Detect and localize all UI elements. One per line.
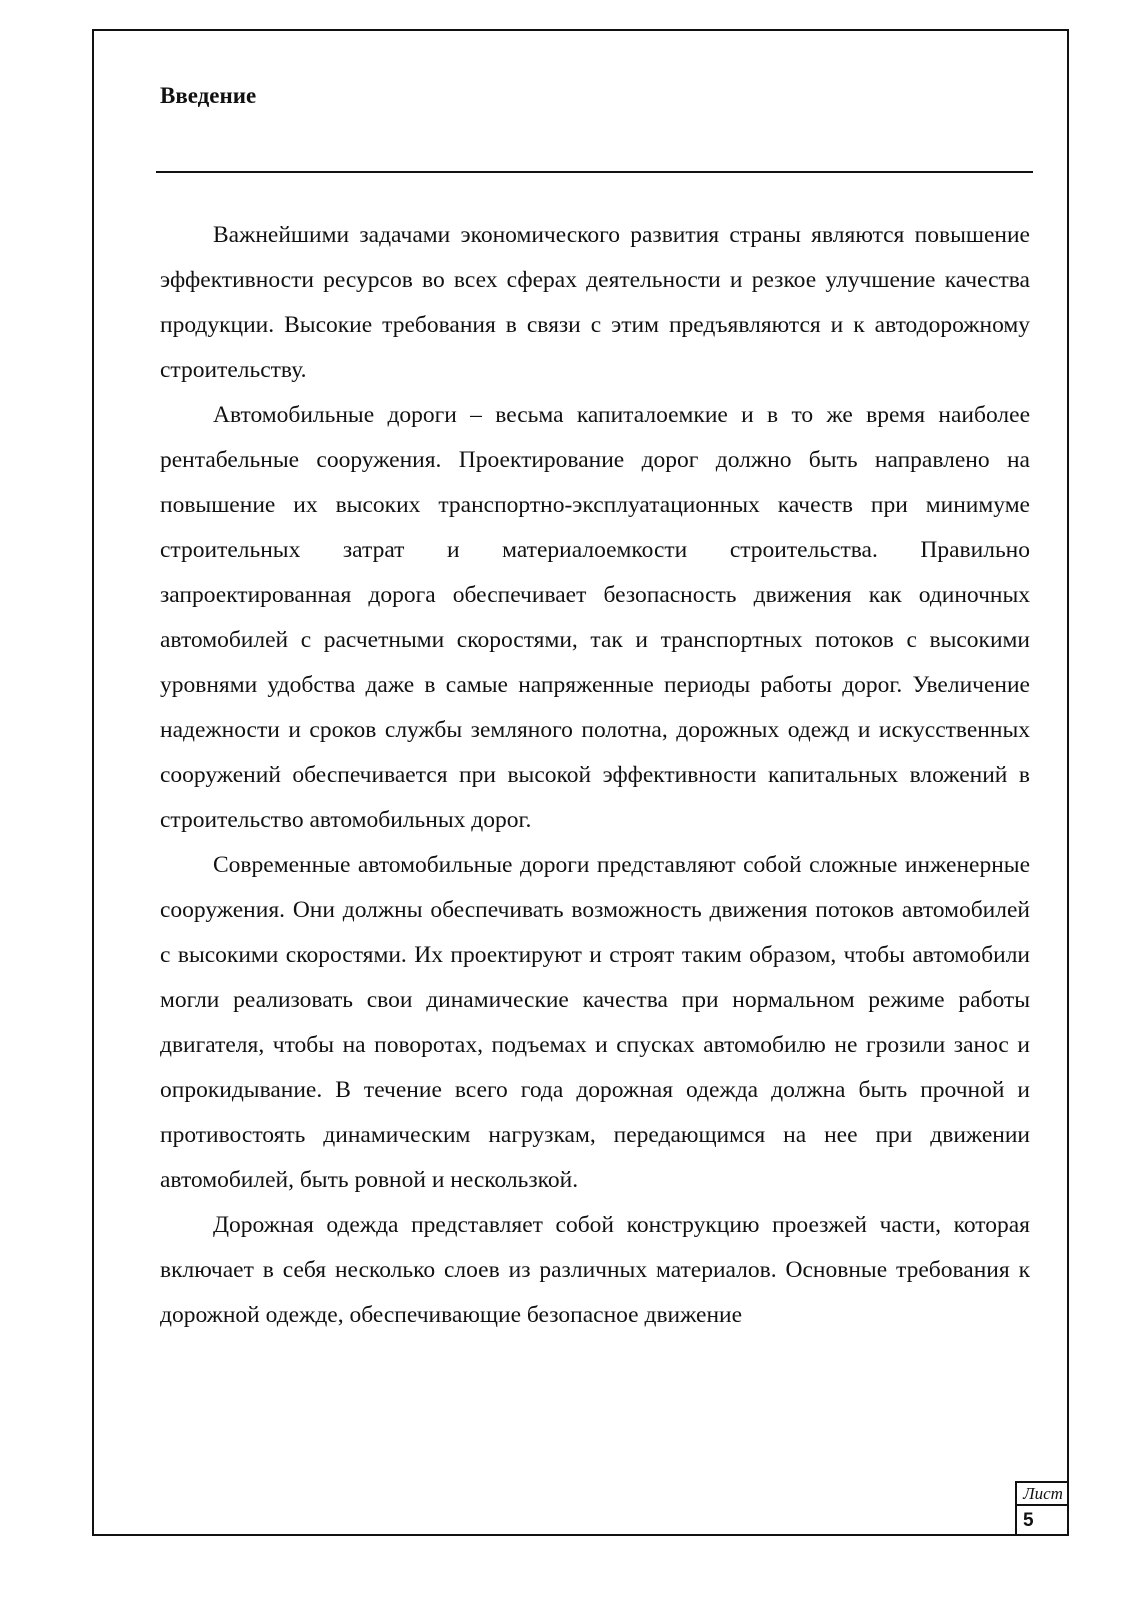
body-text (160, 213, 1030, 1338)
paragraph-1: Важнейшими задачами экономического развития страны являются повышение эффективности ресурсов во всех сферах деятельности и резкое улучшение качества продукции. Высокие требования в связи с этим предъявляются и к автодорожному строительству. (160, 222, 1030, 383)
sheet-stamp (1015, 1481, 1069, 1536)
title-divider (156, 171, 1033, 173)
paragraph-2: Автомобильные дороги – весьма капиталоемкие и в то же время наиболее рентабельные сооружения. Проектирование дорог должно быть направлено на повышение их высоких транспортно-эксплуатационных качеств при минимуме строительных затрат и материалоемкости строительства. Правильно запроектированная дорога обеспечивает безопасность движения как одиночных автомобилей с расчетными скоростями, так и транспортных потоков с высокими уровнями удобства даже в самые напряженные периоды работы дорог. Увеличение надежности и сроков службы земляного полотна, дорожных одежд и искусственных сооружений обеспечивается при высокой эффективности капитальных вложений в строительство автомобильных дорог. (160, 402, 1030, 833)
paragraph-4: Дорожная одежда представляет собой конструкцию проезжей части, которая включает в себя несколько слоев из различных материалов. Основные требования к дорожной одежде, обеспечивающие безопасное движение (160, 1212, 1030, 1328)
sheet-label: Лист (1017, 1483, 1069, 1506)
paragraph-3: Современные автомобильные дороги представляют собой сложные инженерные сооружения. Они должны обеспечивать возможность движения потоков автомобилей с высокими скоростями. Их проектируют и строят таким образом, чтобы автомобили могли реализовать свои динамические качества при нормальном режиме работы двигателя, чтобы на поворотах, подъемах и спусках автомобилю не грозили занос и опрокидывание. В течение всего года дорожная одежда должна быть прочной и противостоять динамическим нагрузкам, передающимся на нее при движении автомобилей, быть ровной и нескользкой. (160, 852, 1030, 1193)
page-number: 5 (1023, 1510, 1034, 1531)
section-title: Введение (160, 83, 257, 108)
